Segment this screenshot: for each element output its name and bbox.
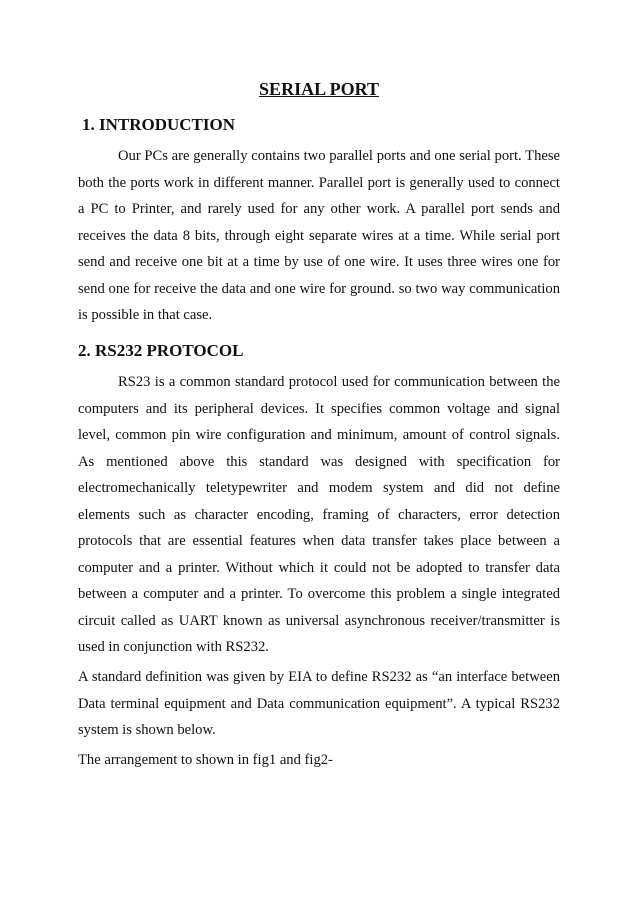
section-heading-introduction: 1. INTRODUCTION: [82, 115, 236, 134]
section-heading-rs232-protocol: 2. RS232 PROTOCOL: [78, 341, 244, 360]
document-title: SERIAL PORT: [259, 79, 379, 99]
arrangement-paragraph: The arrangement to shown in fig1 and fig2-: [78, 752, 333, 768]
rs232-paragraph: RS23 is a common standard protocol used for communication between the computers and its peripheral devices. It specifies common voltage and signal level, common pin wire configuration and minimum, amount of control signals. As mentioned above this standard was designed with specification for electromechanically teletypewriter and modem system and did not define elements such as character encoding, framing of characters, error detection protocols that are essential features when data transfer takes place between a computer and a printer. Without which it could not be adopted to transfer data between a computer and a printer. To overcome this problem a single integrated circuit called as UART known as universal asynchronous receiver/transmitter is used in conjunction with RS232.: [78, 374, 560, 655]
eia-definition-paragraph: A standard definition was given by EIA to define RS232 as “an interface between Data terminal equipment and Data communication equipment”. A typical RS232 system is shown below.: [78, 669, 560, 738]
introduction-paragraph: Our PCs are generally contains two parallel ports and one serial port. These both the ports work in different manner. Parallel port is generally used to connect a PC to Printer, and rarely used for any other work. A parallel port sends and receives the data 8 bits, through eight separate wires at a time. While serial port send and receive one bit at a time by use of one wire. It uses three wires one for send one for receive the data and one wire for ground. so two way communication is possible in that case.: [78, 148, 560, 323]
